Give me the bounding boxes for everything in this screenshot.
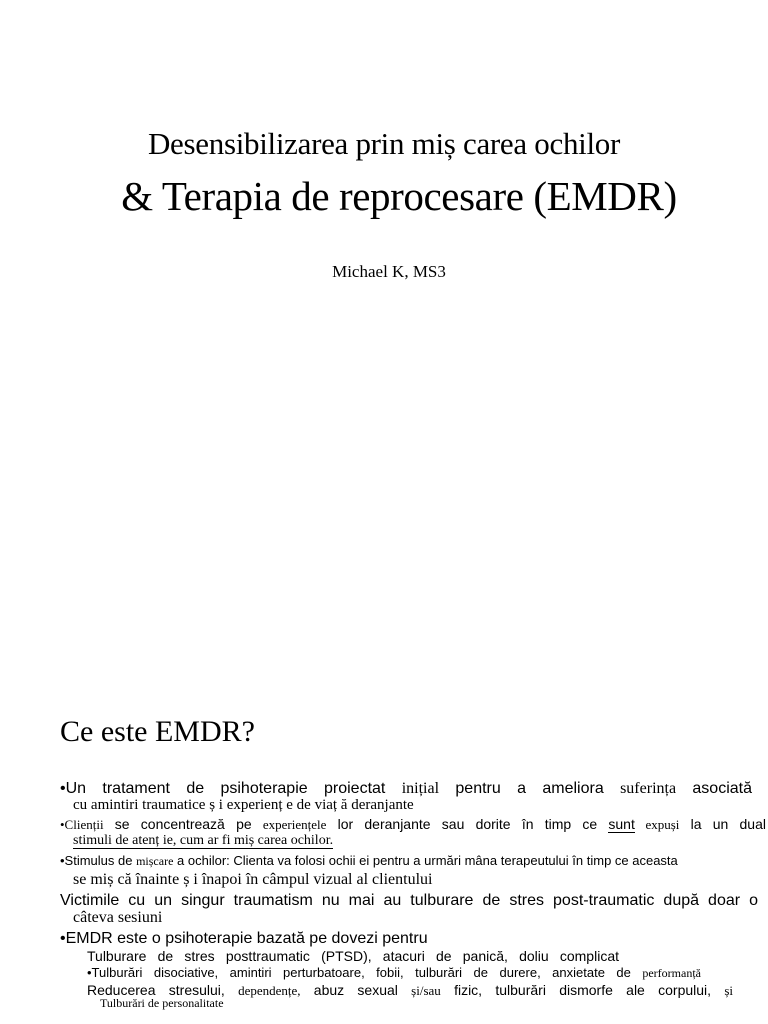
bullet-2-text-g: la un dual [679,816,766,832]
sub-item-2 [87,965,701,981]
title-line-1: Desensibilizarea prin miș carea ochilor [147,126,621,161]
bullet-2-text-b: se concentrează pe [103,816,263,832]
bullet-2-text-a: •Clienții [60,817,104,832]
sub-item-4: Tulburări de personalitate [100,996,224,1010]
sub-item-3-text-b: dependențe, [238,983,301,998]
bullet-2-line-1 [60,816,766,833]
bullet-3-text-b: mișcare [136,854,174,868]
bullet-3-line-2: se miș că înainte ș i înapoi în câmpul vizual al clientului [73,871,433,888]
bullet-1-line-2: cu amintiri traumatice ș i experienț e de viaț ă deranjante [73,797,414,813]
bullet-1-text-e: asociată [676,780,753,797]
bullet-3-text-a: •Stimulus de [60,853,137,868]
bullet-1-text-a: •Un tratament de psihoterapie proiectat [60,780,402,797]
bullet-2-text-e: sunt [608,816,635,832]
author-line: Michael K, MS3 [332,262,446,281]
bullet-3-text-c: a ochilor: Clienta va folosi ochii ei pentru a urmări mâna terapeutului în timp ce aceasta [173,853,678,868]
paragraph-4-line-1: Victimile cu un singur traumatism nu mai au tulburare de stres post-traumatic după doar o [60,892,758,909]
sub-item-3-text-f: și [724,983,733,998]
bullet-5: •EMDR este o psihoterapie bazată pe dovezi pentru [60,930,428,947]
bullet-2-line-2 [73,833,333,849]
title-line-2: & Terapia de reprocesare (EMDR) [121,173,677,219]
sub-item-2-text-b: performanță [642,966,701,980]
bullet-1-text-c: pentru a ameliora [439,780,621,797]
bullet-2-line-2-text: stimuli de atenț ie, cum ar fi miș carea ochilor. [73,833,334,848]
sub-item-3-text-a: Reducerea stresului, [87,982,239,998]
slide-heading: Ce este EMDR? [60,715,255,748]
paragraph-4-line-2: câteva sesiuni [73,909,163,926]
sub-item-1: Tulburare de stres posttraumatic (PTSD), atacuri de panică, doliu complicat [87,948,619,964]
bullet-1-text-b: inițial [401,780,440,797]
bullet-1-text-d: suferința [620,780,677,797]
bullet-2-text-d: lor deranjante sau dorite în timp ce [326,816,609,832]
bullet-2-text-f: expuși [634,817,680,832]
sub-item-2-text-a: •Tulburări disociative, amintiri perturbatoare, fobii, tulburări de durere, anxietate de [87,965,643,980]
sub-item-3-text-d: și/sau [411,983,441,998]
bullet-3-line-1 [60,853,762,869]
bullet-2-text-c: experiențele [262,817,327,832]
bullet-1-line-1 [60,780,752,798]
sub-item-3-text-e: fizic, tulburări dismorfe ale corpului, [440,982,725,998]
sub-item-3-text-c: abuz sexual [300,982,412,998]
